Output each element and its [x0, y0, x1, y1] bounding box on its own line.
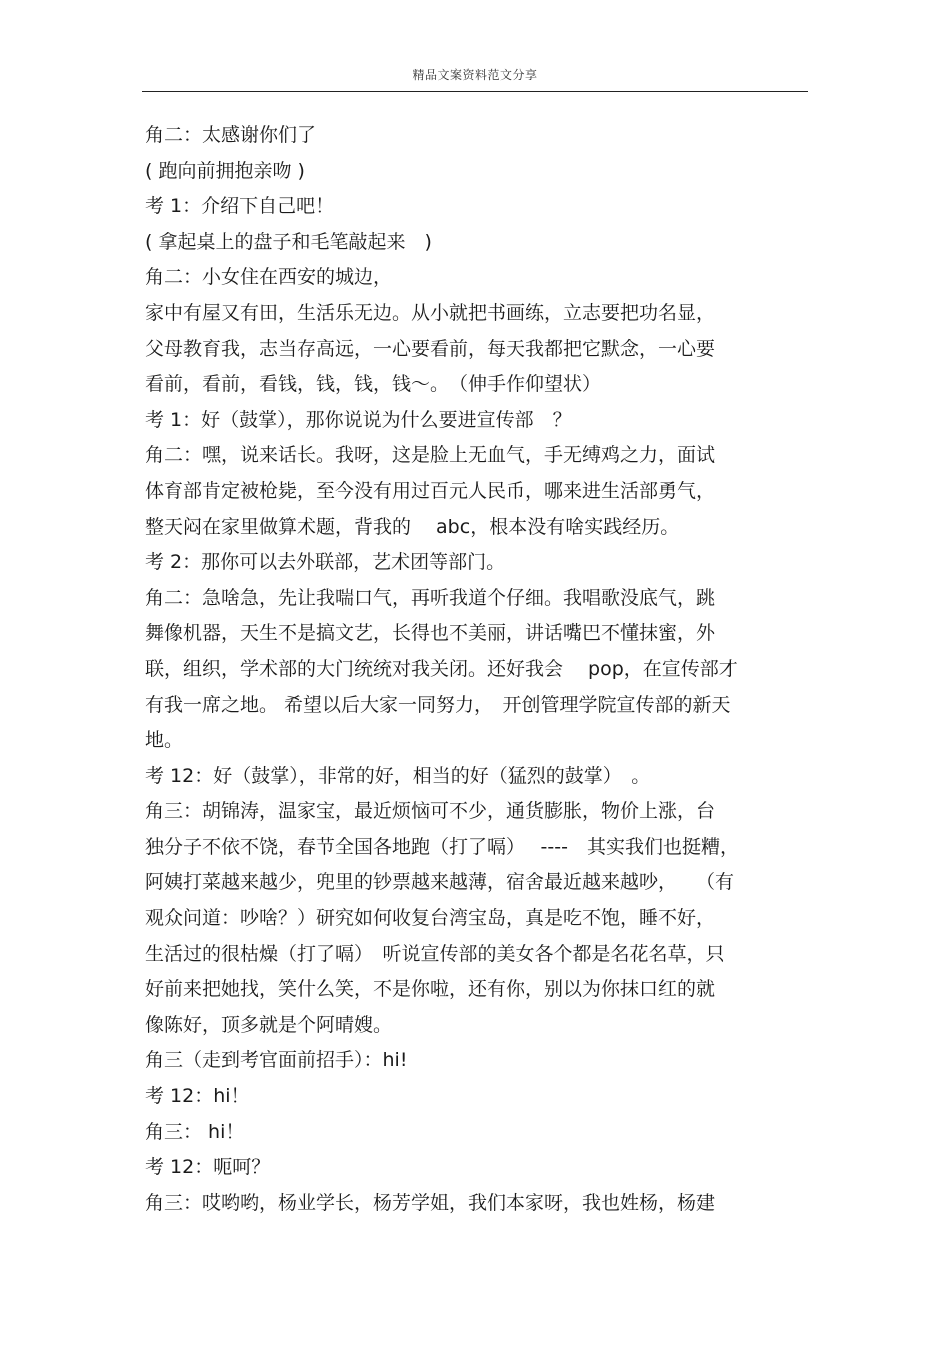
- script-line: 地。: [145, 729, 184, 752]
- script-line: 家中有屋又有田，生活乐无边。从小就把书画练，立志要把功名显，: [145, 301, 716, 324]
- script-line: 考 12：呃呵？: [145, 1156, 271, 1179]
- script-line: 联，组织，学术部的大门统统对我关闭。还好我会 pop，在宣传部才: [145, 657, 738, 680]
- script-line: 角三：哎哟哟，杨业学长，杨芳学姐，我们本家呀，我也姓杨，杨建: [145, 1191, 716, 1214]
- script-line: 独分子不依不饶，春节全国各地跑（打了嗝） ---- 其实我们也挺糟，: [145, 835, 739, 858]
- script-line: 角三： hi！: [145, 1120, 245, 1143]
- script-line: 考 12：hi！: [145, 1085, 250, 1108]
- script-line: 体育部肯定被枪毙，至今没有用过百元人民币，哪来进生活部勇气，: [145, 479, 716, 502]
- script-line: ( 拿起桌上的盘子和毛笔敲起来 ): [145, 230, 432, 253]
- script-line: 考 2：那你可以去外联部，艺术团等部门。: [145, 551, 506, 574]
- page-header-title: 精品文案资料范文分享: [412, 68, 538, 82]
- script-line: 角二：嘿，说来话长。我呀，这是脸上无血气，手无缚鸡之力，面试: [145, 444, 716, 467]
- script-line: 角二：太感谢你们了: [145, 124, 317, 146]
- script-line: 好前来把她找，笑什么笑，不是你啦，还有你，别以为你抹口红的就: [145, 978, 716, 1001]
- script-line: 角三：胡锦涛，温家宝，最近烦恼可不少，通货膨胀，物价上涨，台: [145, 800, 716, 823]
- script-line: 看前，看前，看钱，钱，钱，钱～。 （伸手作仰望状）: [145, 373, 602, 396]
- script-line: 舞像机器，天生不是搞文艺，长得也不美丽，讲话嘴巴不懂抹蜜，外: [145, 622, 716, 645]
- script-line: 角二：小女住在西安的城边，: [145, 266, 393, 289]
- script-line: 整天闷在家里做算术题，背我的 abc，根本没有啥实践经历。: [145, 515, 680, 538]
- script-line: 角二：急啥急，先让我喘口气，再听我道个仔细。我唱歌没底气，跳: [145, 586, 716, 609]
- script-body: [145, 118, 810, 1221]
- header-divider: [142, 91, 808, 92]
- script-line: 观众问道：吵啥？）研究如何收复台湾宝岛，真是吃不饱，睡不好，: [145, 907, 716, 930]
- script-line: 阿姨打菜越来越少，兜里的钞票越来越薄，宿舍最近越来越吵， （有: [145, 871, 735, 894]
- script-line: 角三（走到考官面前招手）：hi!: [145, 1049, 408, 1072]
- script-line: 有我一席之地。 希望以后大家一同努力， 开创管理学院宣传部的新天: [145, 693, 731, 716]
- script-line: 像陈好，顶多就是个阿晴嫂。: [145, 1013, 393, 1036]
- script-line: ( 跑向前拥抱亲吻 ): [145, 159, 305, 182]
- script-line: 父母教育我，志当存高远，一心要看前，每天我都把它默念，一心要: [145, 337, 716, 360]
- script-line: 生活过的很枯燥（打了嗝） 听说宣传部的美女各个都是名花名草，只: [145, 942, 725, 965]
- script-line: 考 12：好（鼓掌），非常的好，相当的好（猛烈的鼓掌） 。: [145, 764, 651, 787]
- script-line: 考 1：介绍下自己吧！: [145, 195, 335, 218]
- script-line: 考 1：好（鼓掌），那你说说为什么要进宣传部 ？: [145, 408, 572, 431]
